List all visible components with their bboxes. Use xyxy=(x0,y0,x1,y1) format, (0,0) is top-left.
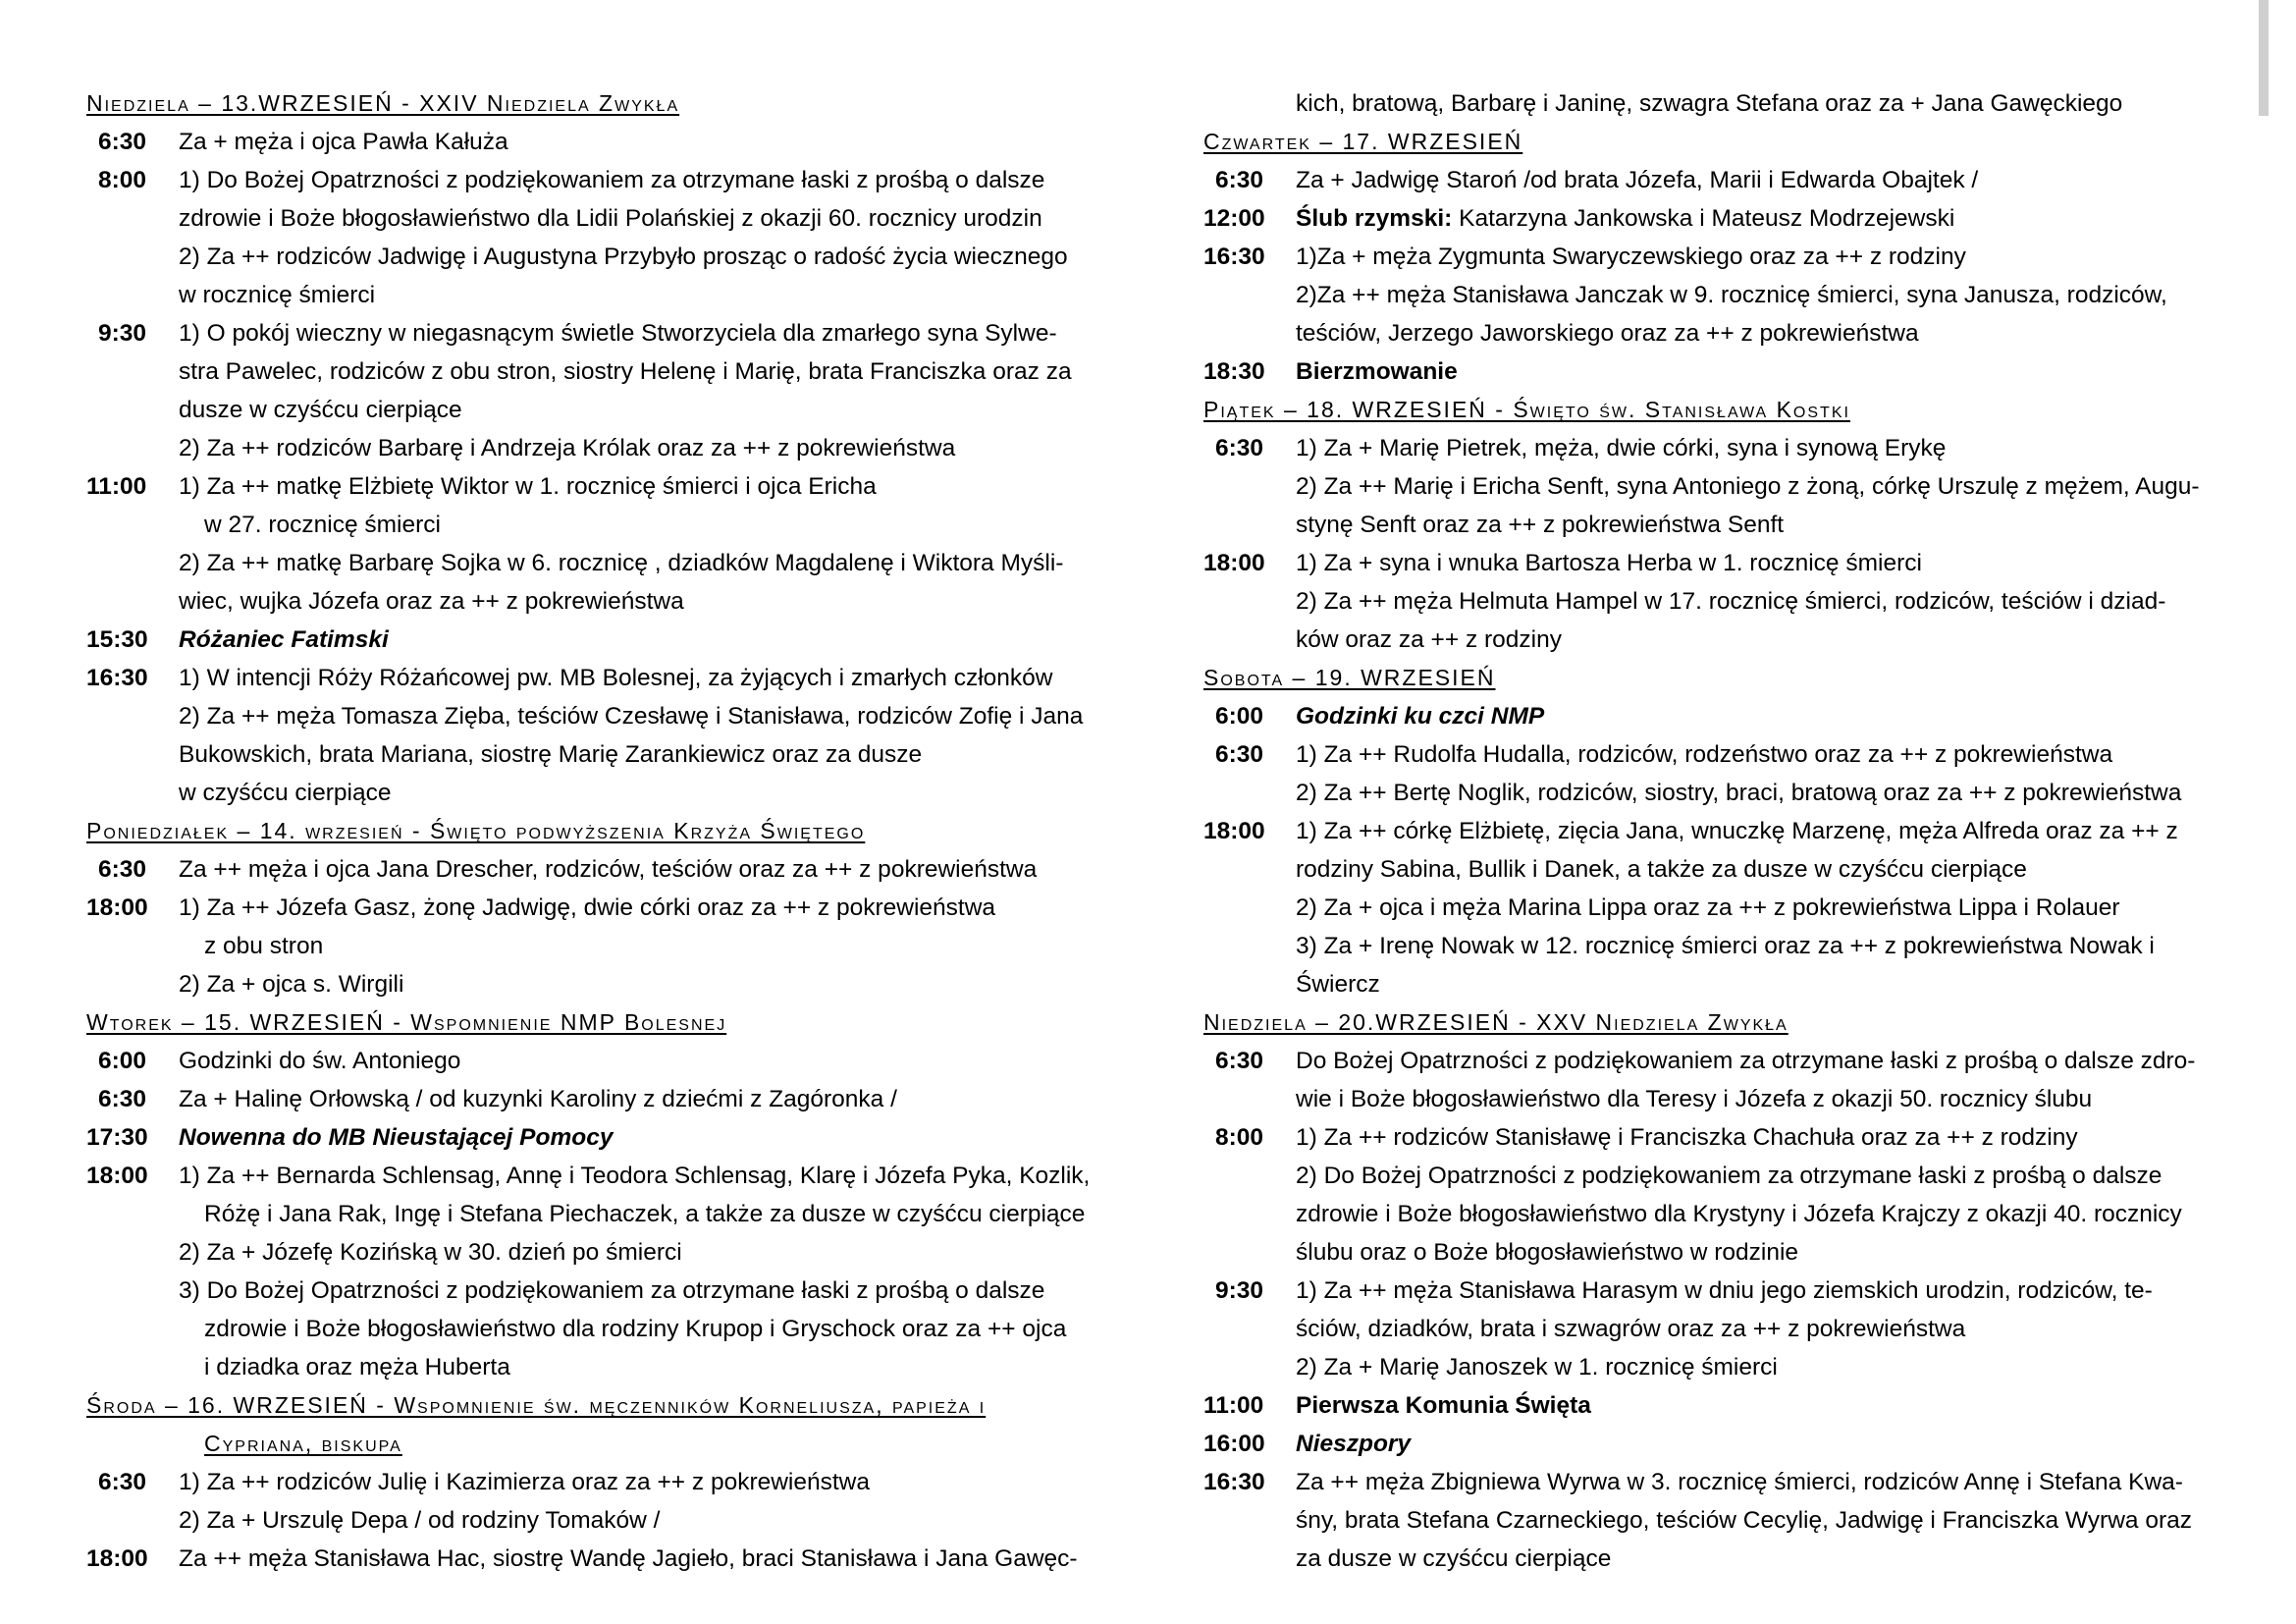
intention-text: Nieszpory xyxy=(1296,1431,1412,1457)
mass-entry-line xyxy=(1203,582,2224,621)
mass-entry-line xyxy=(86,1348,1107,1386)
mass-entry-line xyxy=(86,774,1107,812)
mass-entry-line xyxy=(86,1042,1107,1080)
mass-entry-line xyxy=(1203,1463,2224,1501)
intention-text: zdrowie i Boże błogosławieństwo dla Krystyny i Józefa Krajczy z okazji 40. rocznicy xyxy=(1296,1201,2182,1227)
mass-entry-line xyxy=(1203,199,2224,238)
mass-entry-line xyxy=(1203,429,2224,467)
intention-text: 1) Za ++ rodziców Stanisławę i Franciszka Chachuła oraz za ++ z rodziny xyxy=(1296,1124,2078,1151)
day-heading-text: Wtorek – 15. WRZESIEŃ - Wspomnienie NMP Bolesnej xyxy=(86,1009,727,1035)
intention-text: śny, brata Stefana Czarneckiego, teściów Cecylię, Jadwigę i Franciszka Wyrwa oraz xyxy=(1296,1507,2192,1534)
intention-text: 2) Za + ojca i męża Marina Lippa oraz za ++ z pokrewieństwa Lippa i Rolauer xyxy=(1296,894,2120,921)
mass-entry-line xyxy=(86,352,1107,391)
day-heading-text: Czwartek – 17. WRZESIEŃ xyxy=(1203,129,1523,154)
mass-entry-line xyxy=(1203,1501,2224,1540)
intention-text: z obu stron xyxy=(204,933,324,959)
mass-entry-line xyxy=(86,1195,1107,1233)
intention-text: Za + Jadwigę Staroń /od brata Józefa, Marii i Edwarda Obajtek / xyxy=(1296,167,1979,193)
day-heading xyxy=(86,1386,1107,1425)
mass-time: 17:30 xyxy=(86,1124,148,1151)
day-heading-text: Sobota – 19. WRZESIEŃ xyxy=(1203,665,1496,690)
mass-entry-line xyxy=(1203,1080,2224,1118)
intention-text: 2) Za + ojca s. Wirgili xyxy=(179,971,404,998)
intention-text: Za ++ męża Zbigniewa Wyrwa w 3. rocznicę śmierci, rodziców Annę i Stefana Kwa- xyxy=(1296,1469,2183,1495)
mass-entry-line xyxy=(86,889,1107,927)
mass-entry-line xyxy=(1203,812,2224,850)
mass-time: 6:30 xyxy=(1215,435,1264,461)
mass-time: 18:00 xyxy=(1203,550,1265,576)
intention-text: rodziny Sabina, Bullik i Danek, a także za dusze w czyśćcu cierpiące xyxy=(1296,856,2027,883)
mass-entry-line xyxy=(86,1310,1107,1348)
mass-time: 18:00 xyxy=(86,1163,148,1189)
intention-text: 1) Za ++ męża Stanisława Harasym w dniu jego ziemskich urodzin, rodziców, te- xyxy=(1296,1277,2153,1304)
day-heading xyxy=(1203,659,2224,697)
intention-text: 2) Za ++ męża Helmuta Hampel w 17. rocznicę śmierci, rodziców, teściów i dziad- xyxy=(1296,588,2166,615)
intention-text: 1) Za ++ matkę Elżbietę Wiktor w 1. rocznicę śmierci i ojca Ericha xyxy=(179,473,877,500)
mass-entry-line xyxy=(1203,1272,2224,1310)
day-heading xyxy=(1203,123,2224,161)
day-heading-text: Niedziela – 20.WRZESIEŃ - XXV Niedziela Zwykła xyxy=(1203,1009,1789,1035)
mass-entry-line xyxy=(86,1540,1107,1578)
mass-entry-line xyxy=(86,467,1107,506)
mass-entry-line xyxy=(1203,352,2224,391)
intention-text: 1) Za + Marię Pietrek, męża, dwie córki, syna i synową Erykę xyxy=(1296,435,1947,461)
mass-entry-line xyxy=(1203,889,2224,927)
mass-entry-line xyxy=(86,850,1107,889)
intention-text: wie i Boże błogosławieństwo dla Teresy i Józefa z okazji 50. rocznicy ślubu xyxy=(1296,1086,2093,1112)
mass-time: 8:00 xyxy=(1215,1124,1264,1151)
mass-time: 6:30 xyxy=(1215,167,1264,193)
mass-time: 18:30 xyxy=(1203,358,1265,385)
intention-text: Bukowskich, brata Mariana, siostrę Marię Zarankiewicz oraz za dusze xyxy=(179,741,923,768)
mass-entry-line xyxy=(86,429,1107,467)
mass-entry-line xyxy=(1203,506,2224,544)
intention-text: Za + Halinę Orłowską / od kuzynki Karoliny z dziećmi z Zagóronka / xyxy=(179,1086,897,1112)
mass-entry-line xyxy=(1203,774,2224,812)
intention-text: 2) Za ++ Marię i Ericha Senft, syna Antoniego z żoną, córkę Urszulę z mężem, Augu- xyxy=(1296,473,2200,500)
mass-entry-line xyxy=(1203,735,2224,774)
mass-entry-line xyxy=(1203,621,2224,659)
mass-time: 18:00 xyxy=(86,1545,148,1572)
intention-text: Ślub rzymski: Katarzyna Jankowska i Mateusz Modrzejewski xyxy=(1296,205,1955,232)
intention-text: Różaniec Fatimski xyxy=(179,626,389,653)
intention-text: 1) W intencji Róży Różańcowej pw. MB Bolesnej, za żyjących i zmarłych członków xyxy=(179,665,1053,691)
mass-entry-line xyxy=(1203,1233,2224,1272)
mass-time: 16:00 xyxy=(1203,1431,1265,1457)
mass-entry-line xyxy=(1203,544,2224,582)
intention-text: stynę Senft oraz za ++ z pokrewieństwa Senft xyxy=(1296,512,1785,538)
mass-time: 6:00 xyxy=(1215,703,1264,730)
mass-entry-line xyxy=(86,965,1107,1003)
mass-entry-line xyxy=(1203,1425,2224,1463)
intention-text: 1) Za ++ córkę Elżbietę, zięcia Jana, wnuczkę Marzenę, męża Alfreda oraz za ++ z xyxy=(1296,818,2178,844)
intention-text: Za ++ męża i ojca Jana Drescher, rodziców, teściów oraz za ++ z pokrewieństwa xyxy=(179,856,1038,883)
intention-text: 1) Za ++ Józefa Gasz, żonę Jadwigę, dwie córki oraz za ++ z pokrewieństwa xyxy=(179,894,996,921)
intention-text: w rocznicę śmierci xyxy=(179,282,376,308)
mass-entry-line xyxy=(1203,1348,2224,1386)
mass-entry-line xyxy=(86,1272,1107,1310)
intention-text: Do Bożej Opatrzności z podziękowaniem za otrzymane łaski z prośbą o dalsze zdro- xyxy=(1296,1048,2196,1074)
mass-entry-line xyxy=(86,314,1107,352)
intention-text: 2) Za + Urszulę Depa / od rodziny Tomaków / xyxy=(179,1507,661,1534)
mass-entry-line xyxy=(1203,1195,2224,1233)
mass-time: 6:00 xyxy=(98,1048,147,1074)
day-heading-text: Niedziela – 13.WRZESIEŃ - XXIV Niedziela Zwykła xyxy=(86,90,680,116)
intention-text: 2) Za ++ rodziców Barbarę i Andrzeja Królak oraz za ++ z pokrewieństwa xyxy=(179,435,956,461)
intention-text: 2)Za ++ męża Stanisława Janczak w 9. rocznicę śmierci, syna Janusza, rodziców, xyxy=(1296,282,2167,308)
mass-time: 16:30 xyxy=(86,665,148,691)
intention-text: 2) Za ++ matkę Barbarę Sojka w 6. rocznicę , dziadków Magdalenę i Wiktora Myśli- xyxy=(179,550,1064,576)
intention-text: 2) Za ++ rodziców Jadwigę i Augustyna Przybyło prosząc o radość życia wiecznego xyxy=(179,244,1068,270)
intention-text: Za ++ męża Stanisława Hac, siostrę Wandę Jagieło, braci Stanisława i Jana Gawęc- xyxy=(179,1545,1078,1572)
mass-entry-line xyxy=(1203,850,2224,889)
right-column xyxy=(1203,84,2224,1578)
mass-entry-line xyxy=(86,1463,1107,1501)
intention-text: 3) Za + Irenę Nowak w 12. rocznicę śmierci oraz za ++ z pokrewieństwa Nowak i xyxy=(1296,933,2155,959)
mass-entry-line xyxy=(1203,84,2224,123)
intention-text: Godzinki do św. Antoniego xyxy=(179,1048,461,1074)
day-heading xyxy=(1203,1003,2224,1042)
intention-text: stra Pawelec, rodziców z obu stron, siostry Helenę i Marię, brata Franciszka oraz za xyxy=(179,358,1072,385)
mass-entry-line xyxy=(86,735,1107,774)
intention-text: i dziadka oraz męża Huberta xyxy=(204,1354,510,1380)
intention-bold-prefix: Ślub rzymski: xyxy=(1296,205,1453,232)
mass-entry-line xyxy=(86,544,1107,582)
intention-text: dusze w czyśćcu cierpiące xyxy=(179,397,462,423)
mass-time: 9:30 xyxy=(1215,1277,1264,1304)
day-heading-text: Środa – 16. WRZESIEŃ - Wspomnienie św. męczenników Korneliusza, papieża i xyxy=(86,1392,987,1418)
day-heading-text: Piątek – 18. WRZESIEŃ - Święto św. Stanisława Kostki xyxy=(1203,397,1850,422)
mass-time: 16:30 xyxy=(1203,1469,1265,1495)
mass-entry-line xyxy=(86,697,1107,735)
intention-text: ślubu oraz o Boże błogosławieństwo w rodzinie xyxy=(1296,1239,1799,1266)
mass-entry-line xyxy=(86,506,1107,544)
mass-entry-line xyxy=(86,199,1107,238)
mass-time: 18:00 xyxy=(86,894,148,921)
mass-entry-line xyxy=(86,621,1107,659)
mass-entry-line xyxy=(1203,965,2224,1003)
mass-time: 8:00 xyxy=(98,167,147,193)
mass-entry-line xyxy=(1203,1540,2224,1578)
intention-text: 1) Za ++ Bernarda Schlensag, Annę i Teodora Schlensag, Klarę i Józefa Pyka, Kozlik, xyxy=(179,1163,1091,1189)
mass-entry-line xyxy=(86,1080,1107,1118)
mass-entry-line xyxy=(86,1233,1107,1272)
mass-time: 11:00 xyxy=(86,473,147,500)
intention-text: Za + męża i ojca Pawła Kałuża xyxy=(179,129,508,155)
day-heading xyxy=(86,812,1107,850)
mass-entry-line xyxy=(86,123,1107,161)
day-heading xyxy=(1203,391,2224,429)
intention-text: 2) Za ++ męża Tomasza Zięba, teściów Czesławę i Stanisława, rodziców Zofię i Jana xyxy=(179,703,1084,730)
mass-entry-line xyxy=(86,391,1107,429)
mass-entry-line xyxy=(1203,1157,2224,1195)
mass-time: 16:30 xyxy=(1203,244,1265,270)
mass-entry-line xyxy=(1203,467,2224,506)
intention-text: 1)Za + męża Zygmunta Swaryczewskiego oraz za ++ z rodziny xyxy=(1296,244,1966,270)
scrollbar[interactable] xyxy=(2259,0,2269,116)
mass-time: 18:00 xyxy=(1203,818,1265,844)
mass-entry-line xyxy=(1203,238,2224,276)
day-heading xyxy=(86,1003,1107,1042)
mass-entry-line xyxy=(1203,697,2224,735)
intention-text: 2) Za ++ Bertę Noglik, rodziców, siostry, braci, bratową oraz za ++ z pokrewieństwa xyxy=(1296,780,2182,806)
day-heading xyxy=(86,84,1107,123)
mass-entry-line xyxy=(86,927,1107,965)
intention-text: 1) Za ++ rodziców Julię i Kazimierza oraz za ++ z pokrewieństwa xyxy=(179,1469,870,1495)
intention-text: Bierzmowanie xyxy=(1296,358,1458,385)
mass-entry-line xyxy=(86,582,1107,621)
intention-text: za dusze w czyśćcu cierpiące xyxy=(1296,1545,1612,1572)
intention-text: Pierwsza Komunia Święta xyxy=(1296,1392,1591,1419)
intention-text: kich, bratową, Barbarę i Janinę, szwagra Stefana oraz za + Jana Gawęckiego xyxy=(1296,90,2123,117)
mass-entry-line xyxy=(1203,314,2224,352)
mass-entry-line xyxy=(1203,161,2224,199)
intention-text: zdrowie i Boże błogosławieństwo dla Lidii Polańskiej z okazji 60. rocznicy urodzin xyxy=(179,205,1042,232)
mass-time: 11:00 xyxy=(1203,1392,1264,1419)
mass-entry-line xyxy=(1203,1042,2224,1080)
mass-time: 15:30 xyxy=(86,626,148,653)
mass-time: 6:30 xyxy=(98,1086,147,1112)
mass-time: 6:30 xyxy=(98,856,147,883)
intention-text: wiec, wujka Józefa oraz za ++ z pokrewieństwa xyxy=(179,588,684,615)
mass-entry-line xyxy=(1203,1386,2224,1425)
intention-text: ków oraz za ++ z rodziny xyxy=(1296,626,1562,653)
mass-time: 9:30 xyxy=(98,320,147,347)
mass-entry-line xyxy=(86,1501,1107,1540)
intention-text: Godzinki ku czci NMP xyxy=(1296,703,1545,730)
intention-text: Różę i Jana Rak, Ingę i Stefana Piechaczek, a także za dusze w czyśćcu cierpiące xyxy=(204,1201,1086,1227)
mass-entry-line xyxy=(86,238,1107,276)
intention-text: Nowenna do MB Nieustającej Pomocy xyxy=(179,1124,614,1151)
mass-entry-line xyxy=(1203,1118,2224,1157)
mass-entry-line xyxy=(86,1157,1107,1195)
mass-entry-line xyxy=(86,161,1107,199)
day-heading-text: Cypriana, biskupa xyxy=(204,1431,402,1456)
mass-entry-line xyxy=(86,1118,1107,1157)
mass-time: 12:00 xyxy=(1203,205,1265,232)
intention-text: zdrowie i Boże błogosławieństwo dla rodziny Krupop i Gryschock oraz za ++ ojca xyxy=(204,1316,1067,1342)
intention-text: 1) Za ++ Rudolfa Hudalla, rodziców, rodzeństwo oraz za ++ z pokrewieństwa xyxy=(1296,741,2113,768)
mass-time: 6:30 xyxy=(98,1469,147,1495)
intention-text: 1) Do Bożej Opatrzności z podziękowaniem za otrzymane łaski z prośbą o dalsze xyxy=(179,167,1045,193)
intention-text: 2) Do Bożej Opatrzności z podziękowaniem za otrzymane łaski z prośbą o dalsze xyxy=(1296,1163,2163,1189)
intention-text: 2) Za + Marię Janoszek w 1. rocznicę śmierci xyxy=(1296,1354,1778,1380)
mass-entry-line xyxy=(86,276,1107,314)
left-column xyxy=(86,84,1107,1578)
mass-entry-line xyxy=(86,659,1107,697)
mass-entry-line xyxy=(1203,1310,2224,1348)
intention-text: w czyśćcu cierpiące xyxy=(179,780,392,806)
intention-text: w 27. rocznicę śmierci xyxy=(204,512,441,538)
intention-text: 3) Do Bożej Opatrzności z podziękowaniem za otrzymane łaski z prośbą o dalsze xyxy=(179,1277,1045,1304)
intention-text: 1) Za + syna i wnuka Bartosza Herba w 1. rocznicę śmierci xyxy=(1296,550,1922,576)
mass-time: 6:30 xyxy=(1215,741,1264,768)
day-heading-text: Poniedziałek – 14. wrzesień - Święto podwyższenia Krzyża Świętego xyxy=(86,818,866,843)
intention-text: teściów, Jerzego Jaworskiego oraz za ++ z pokrewieństwa xyxy=(1296,320,1919,347)
day-heading xyxy=(86,1425,1107,1463)
mass-time: 6:30 xyxy=(98,129,147,155)
mass-entry-line xyxy=(1203,927,2224,965)
intention-text: Świercz xyxy=(1296,971,1380,998)
mass-entry-line xyxy=(1203,276,2224,314)
intention-text: 1) O pokój wieczny w niegasnącym świetle Stworzyciela dla zmarłego syna Sylwe- xyxy=(179,320,1057,347)
mass-time: 6:30 xyxy=(1215,1048,1264,1074)
intention-text: ściów, dziadków, brata i szwagrów oraz za ++ z pokrewieństwa xyxy=(1296,1316,1966,1342)
intention-text: 2) Za + Józefę Kozińską w 30. dzień po śmierci xyxy=(179,1239,682,1266)
